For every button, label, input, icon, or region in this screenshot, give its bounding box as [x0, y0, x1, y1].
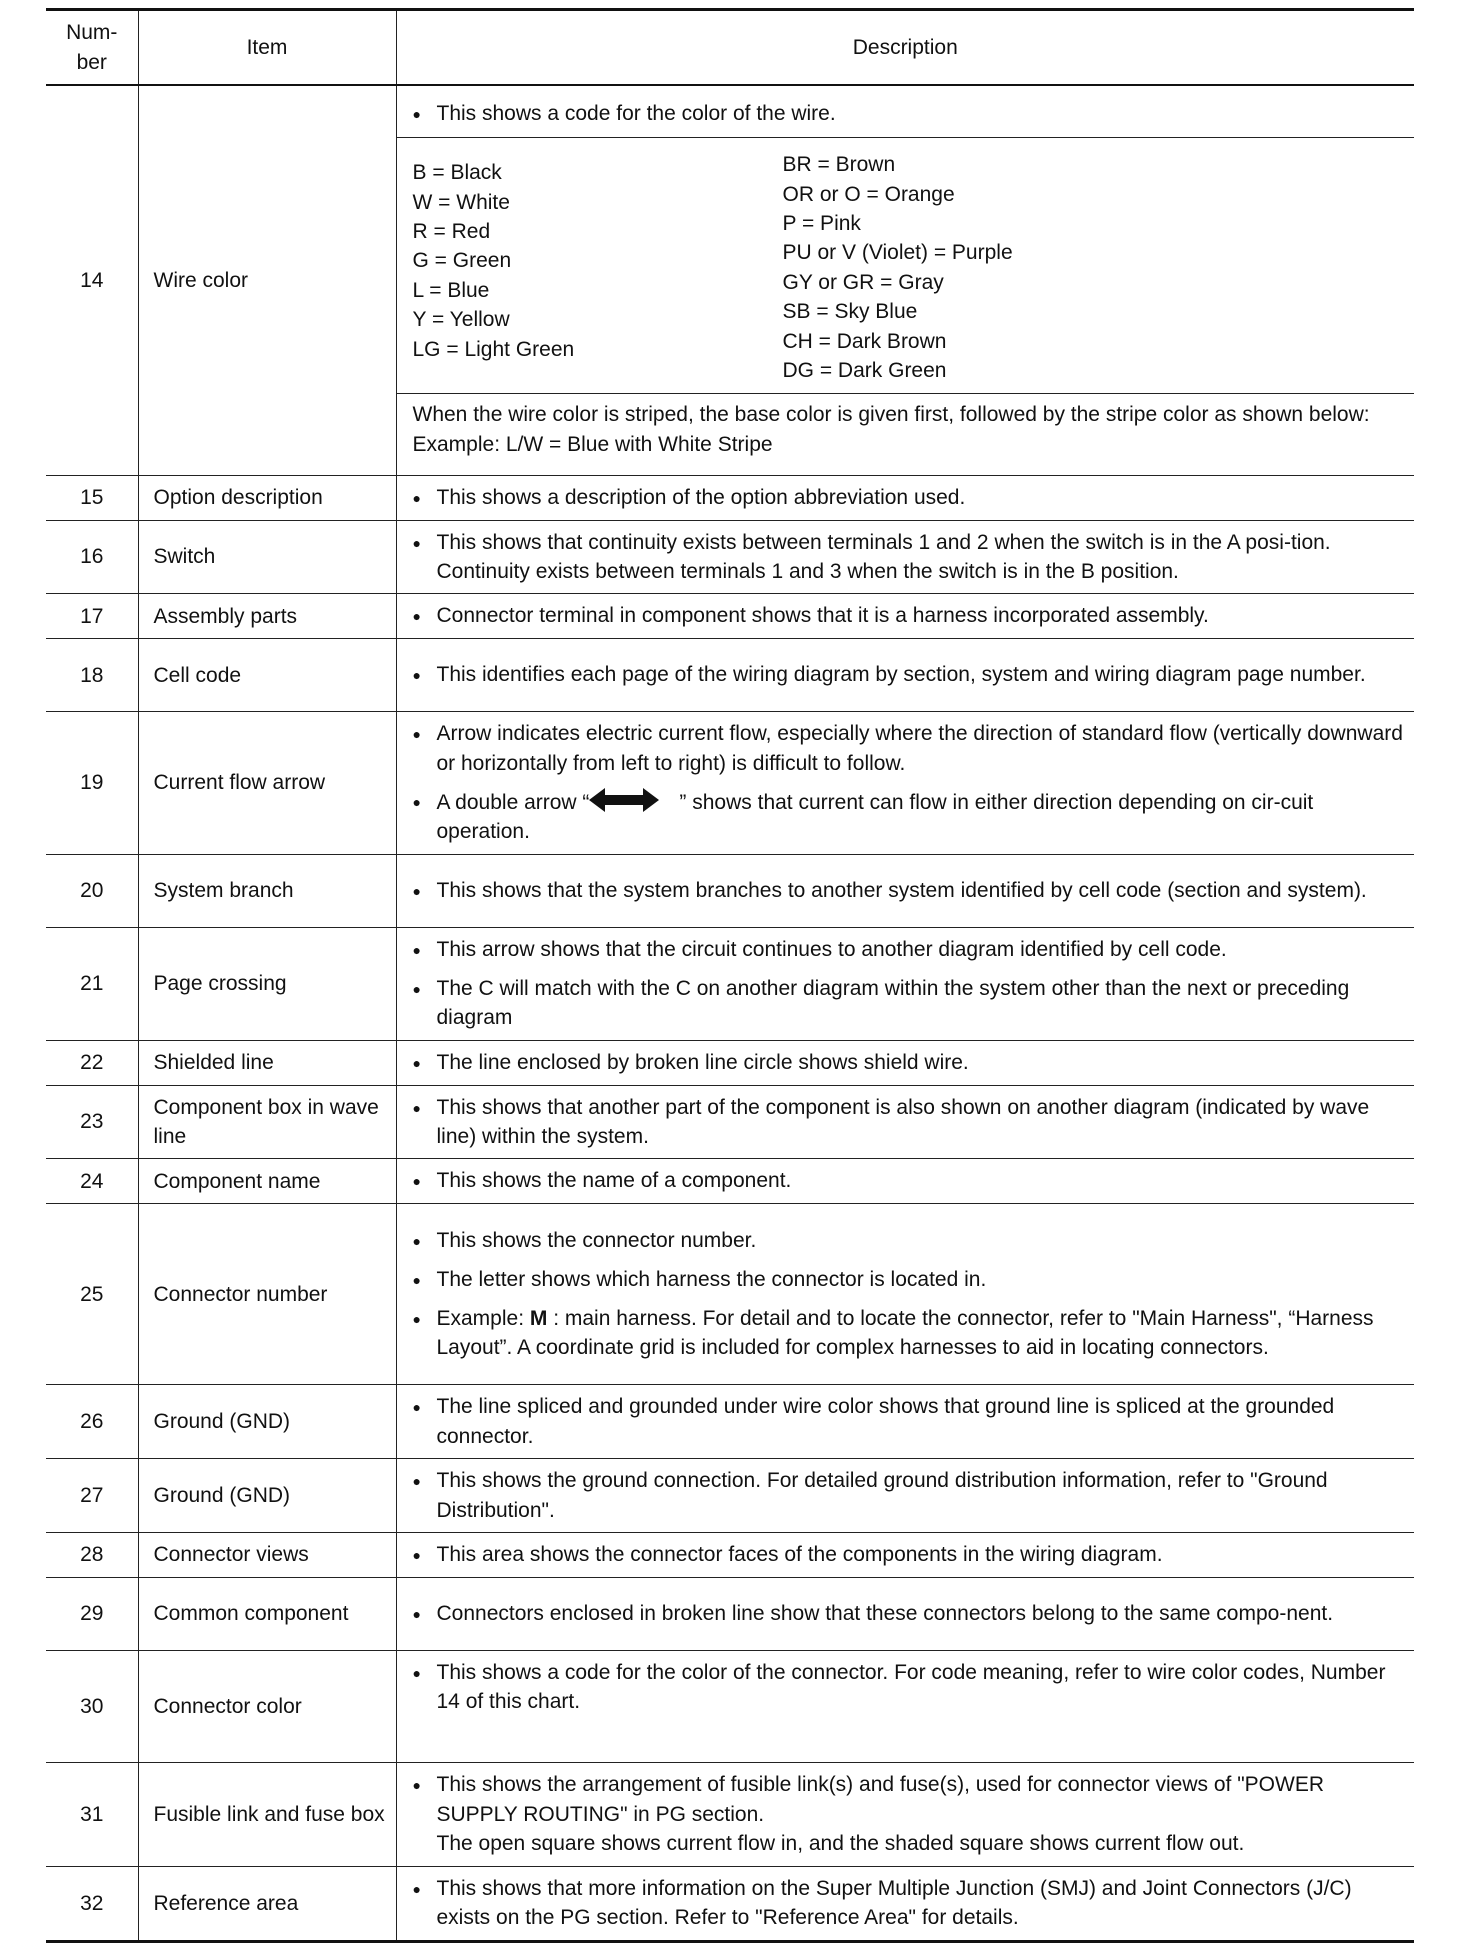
row-description — [396, 639, 1414, 712]
table-row — [46, 1204, 1414, 1385]
table-row — [46, 712, 1414, 855]
description-text: A double arrow “ ” shows that current can flow in either direction depending on cir-cuit operation. — [437, 787, 1405, 847]
description-text: Example: M : main harness. For detail and to locate the connector, refer to "Main Harness", “Harness Layout”. A coordinate grid is included for complex harnesses to aid in locating connectors. — [436, 1307, 1374, 1360]
row-number: 23 — [46, 1085, 138, 1159]
row-description — [396, 594, 1414, 639]
row-description — [396, 520, 1414, 594]
row-number: 19 — [46, 712, 138, 855]
bullet-icon: ● — [412, 726, 421, 743]
description-text: This shows that continuity exists between terminals 1 and 2 when the switch is in the A posi-tion. Continuity exists between terminals 1 and 3 when the switch is in the B position. — [436, 530, 1331, 583]
description-text: This shows a description of the option abbreviation used. — [436, 485, 966, 509]
table-row — [46, 854, 1414, 927]
row-item: Ground (GND) — [138, 1459, 396, 1533]
description-text: This shows the name of a component. — [436, 1169, 792, 1193]
bullet-icon: ● — [412, 1664, 421, 1681]
bullet-icon: ● — [412, 1880, 421, 1897]
row-description — [396, 712, 1414, 855]
row-description — [396, 85, 1414, 475]
description-text: Connectors enclosed in broken line show that these connectors belong to the same compo-nent. — [436, 1601, 1334, 1625]
row-number: 14 — [46, 85, 138, 475]
row-item: Page crossing — [138, 927, 396, 1040]
bullet-icon: ● — [412, 1054, 421, 1071]
color-code: B = Black — [412, 161, 502, 185]
reference-table-page — [46, 8, 1414, 1943]
row-number: 24 — [46, 1159, 138, 1204]
header-description: Description — [396, 10, 1414, 86]
row-item: Assembly parts — [138, 594, 396, 639]
row-number: 17 — [46, 594, 138, 639]
bullet-icon: ● — [412, 1173, 421, 1190]
row-description — [396, 1085, 1414, 1159]
row-item: Wire color — [138, 85, 396, 475]
row-description — [396, 1040, 1414, 1085]
row-item: Connector color — [138, 1650, 396, 1762]
row-description — [396, 854, 1414, 927]
row-description — [396, 1204, 1414, 1385]
table-row — [46, 1385, 1414, 1459]
row-description — [396, 1866, 1414, 1941]
bullet-icon: ● — [412, 1233, 421, 1250]
description-text: This shows a code for the color of the connector. For code meaning, refer to wire color codes, Number 14 of this chart. — [436, 1660, 1386, 1714]
table-row — [46, 1159, 1414, 1204]
table-row — [46, 594, 1414, 639]
table-row — [46, 1532, 1414, 1577]
row-number: 20 — [46, 854, 138, 927]
bullet-icon: ● — [412, 1473, 421, 1490]
row-item: Option description — [138, 475, 396, 520]
table-row — [46, 927, 1414, 1040]
row-description — [396, 1459, 1414, 1533]
color-code: OR or O = Orange — [782, 182, 955, 206]
color-code-list — [397, 137, 1415, 394]
row-item: Switch — [138, 520, 396, 594]
row-number: 28 — [46, 1532, 138, 1577]
description-text: Arrow indicates electric current flow, especially where the direction of standard flow (vertically downward or horizontally from left to right) is difficult to follow. — [436, 722, 1403, 775]
row-description — [396, 1762, 1414, 1866]
color-code: DG = Dark Green — [782, 359, 947, 383]
row-item: Shielded line — [138, 1040, 396, 1085]
bullet-icon: ● — [412, 1777, 421, 1794]
color-code: BR = Brown — [782, 153, 896, 177]
bullet-icon: ● — [412, 667, 421, 684]
row-item: Common component — [138, 1577, 396, 1650]
description-text: Connector terminal in component shows that it is a harness incorporated assembly. — [436, 604, 1209, 628]
row-description — [396, 475, 1414, 520]
description-text: This shows a code for the color of the wire. — [436, 102, 836, 126]
header-number: Num- ber — [46, 10, 138, 86]
row-item: System branch — [138, 854, 396, 927]
row-number: 31 — [46, 1762, 138, 1866]
row-number: 29 — [46, 1577, 138, 1650]
bullet-icon: ● — [412, 794, 421, 811]
row-item: Cell code — [138, 639, 396, 712]
description-text: The line enclosed by broken line circle shows shield wire. — [436, 1050, 969, 1074]
bullet-icon: ● — [412, 534, 421, 551]
row-item: Ground (GND) — [138, 1385, 396, 1459]
row-description — [396, 1385, 1414, 1459]
description-text: This shows the arrangement of fusible link(s) and fuse(s), used for connector views of "POWER SUPPLY ROUTING" in PG section. — [436, 1773, 1324, 1826]
color-code: W = White — [412, 190, 510, 214]
description-text: The C will match with the C on another diagram within the system other than the next or preceding diagram — [436, 976, 1350, 1030]
row-item: Component name — [138, 1159, 396, 1204]
description-extra: The open square shows current flow in, and the shaded square shows current flow out. — [436, 1832, 1245, 1856]
bullet-icon: ● — [412, 1399, 421, 1416]
bullet-icon: ● — [412, 980, 421, 997]
striped-example: Example: L/W = Blue with White Stripe — [412, 432, 773, 456]
row-description — [396, 1532, 1414, 1577]
table-row — [46, 1866, 1414, 1941]
bullet-icon: ● — [412, 106, 421, 123]
table-row — [46, 1762, 1414, 1866]
table-row — [46, 1040, 1414, 1085]
row-description — [396, 1159, 1414, 1204]
color-code: SB = Sky Blue — [782, 300, 918, 324]
row-description — [396, 1650, 1414, 1762]
bullet-icon: ● — [412, 1605, 421, 1622]
bullet-icon: ● — [412, 1099, 421, 1116]
color-code: R = Red — [412, 220, 491, 244]
color-code: L = Blue — [412, 278, 490, 302]
description-text: This shows that another part of the component is also shown on another diagram (indicated by wave line) within the system. — [436, 1095, 1370, 1149]
description-text: This area shows the connector faces of the components in the wiring diagram. — [436, 1542, 1163, 1566]
row-number: 32 — [46, 1866, 138, 1941]
bullet-icon: ● — [412, 608, 421, 625]
description-text: This shows the connector number. — [436, 1229, 757, 1253]
table-row — [46, 1577, 1414, 1650]
color-code: GY or GR = Gray — [782, 270, 944, 294]
table-row — [46, 1085, 1414, 1159]
row-item: Component box in wave line — [138, 1085, 396, 1159]
row-item: Connector number — [138, 1204, 396, 1385]
row-number: 16 — [46, 520, 138, 594]
color-code: PU or V (Violet) = Purple — [782, 241, 1013, 265]
row-number: 18 — [46, 639, 138, 712]
row-number: 21 — [46, 927, 138, 1040]
bullet-icon: ● — [412, 1311, 421, 1328]
description-text: The line spliced and grounded under wire color shows that ground line is spliced at the grounded connector. — [436, 1395, 1335, 1448]
table-row — [46, 85, 1414, 475]
row-description — [396, 1577, 1414, 1650]
table-row — [46, 639, 1414, 712]
row-description — [396, 927, 1414, 1040]
color-code: LG = Light Green — [412, 337, 575, 361]
row-number: 26 — [46, 1385, 138, 1459]
bullet-icon: ● — [412, 489, 421, 506]
color-code: Y = Yellow — [412, 308, 510, 332]
row-item: Current flow arrow — [138, 712, 396, 855]
bullet-icon: ● — [412, 1272, 421, 1289]
row-number: 25 — [46, 1204, 138, 1385]
bullet-icon: ● — [412, 941, 421, 958]
description-text: This arrow shows that the circuit continues to another diagram identified by cell code. — [436, 937, 1227, 961]
double-arrow-icon — [589, 787, 679, 813]
table-row — [46, 520, 1414, 594]
harness-letter: M — [529, 1307, 548, 1331]
table-header-row — [46, 10, 1414, 86]
color-code: CH = Dark Brown — [782, 329, 947, 353]
row-item: Connector views — [138, 1532, 396, 1577]
color-code: G = Green — [412, 249, 512, 273]
table-row — [46, 1459, 1414, 1533]
row-number: 22 — [46, 1040, 138, 1085]
description-text: This shows the ground connection. For detailed ground distribution information, refer to "Ground Distribution". — [436, 1469, 1328, 1522]
row-item: Reference area — [138, 1866, 396, 1941]
description-text: This identifies each page of the wiring diagram by section, system and wiring diagram page number. — [436, 663, 1366, 687]
bullet-icon: ● — [412, 1546, 421, 1563]
description-text: This shows that the system branches to another system identified by cell code (section and system). — [436, 878, 1367, 902]
table-row — [46, 1650, 1414, 1762]
header-item: Item — [138, 10, 396, 86]
color-code: P = Pink — [782, 212, 861, 236]
description-text: The letter shows which harness the connector is located in. — [436, 1268, 987, 1292]
row-number: 15 — [46, 475, 138, 520]
wiring-diagram-legend-table — [46, 8, 1414, 1943]
row-number: 27 — [46, 1459, 138, 1533]
row-number: 30 — [46, 1650, 138, 1762]
table-row — [46, 475, 1414, 520]
bullet-icon: ● — [412, 882, 421, 899]
striped-note: When the wire color is striped, the base color is given first, followed by the stripe color as shown below: — [412, 403, 1370, 427]
description-text: This shows that more information on the Super Multiple Junction (SMJ) and Joint Connectors (J/C) exists on the PG section. Refer to "Reference Area" for details. — [436, 1876, 1352, 1930]
row-item: Fusible link and fuse box — [138, 1762, 396, 1866]
